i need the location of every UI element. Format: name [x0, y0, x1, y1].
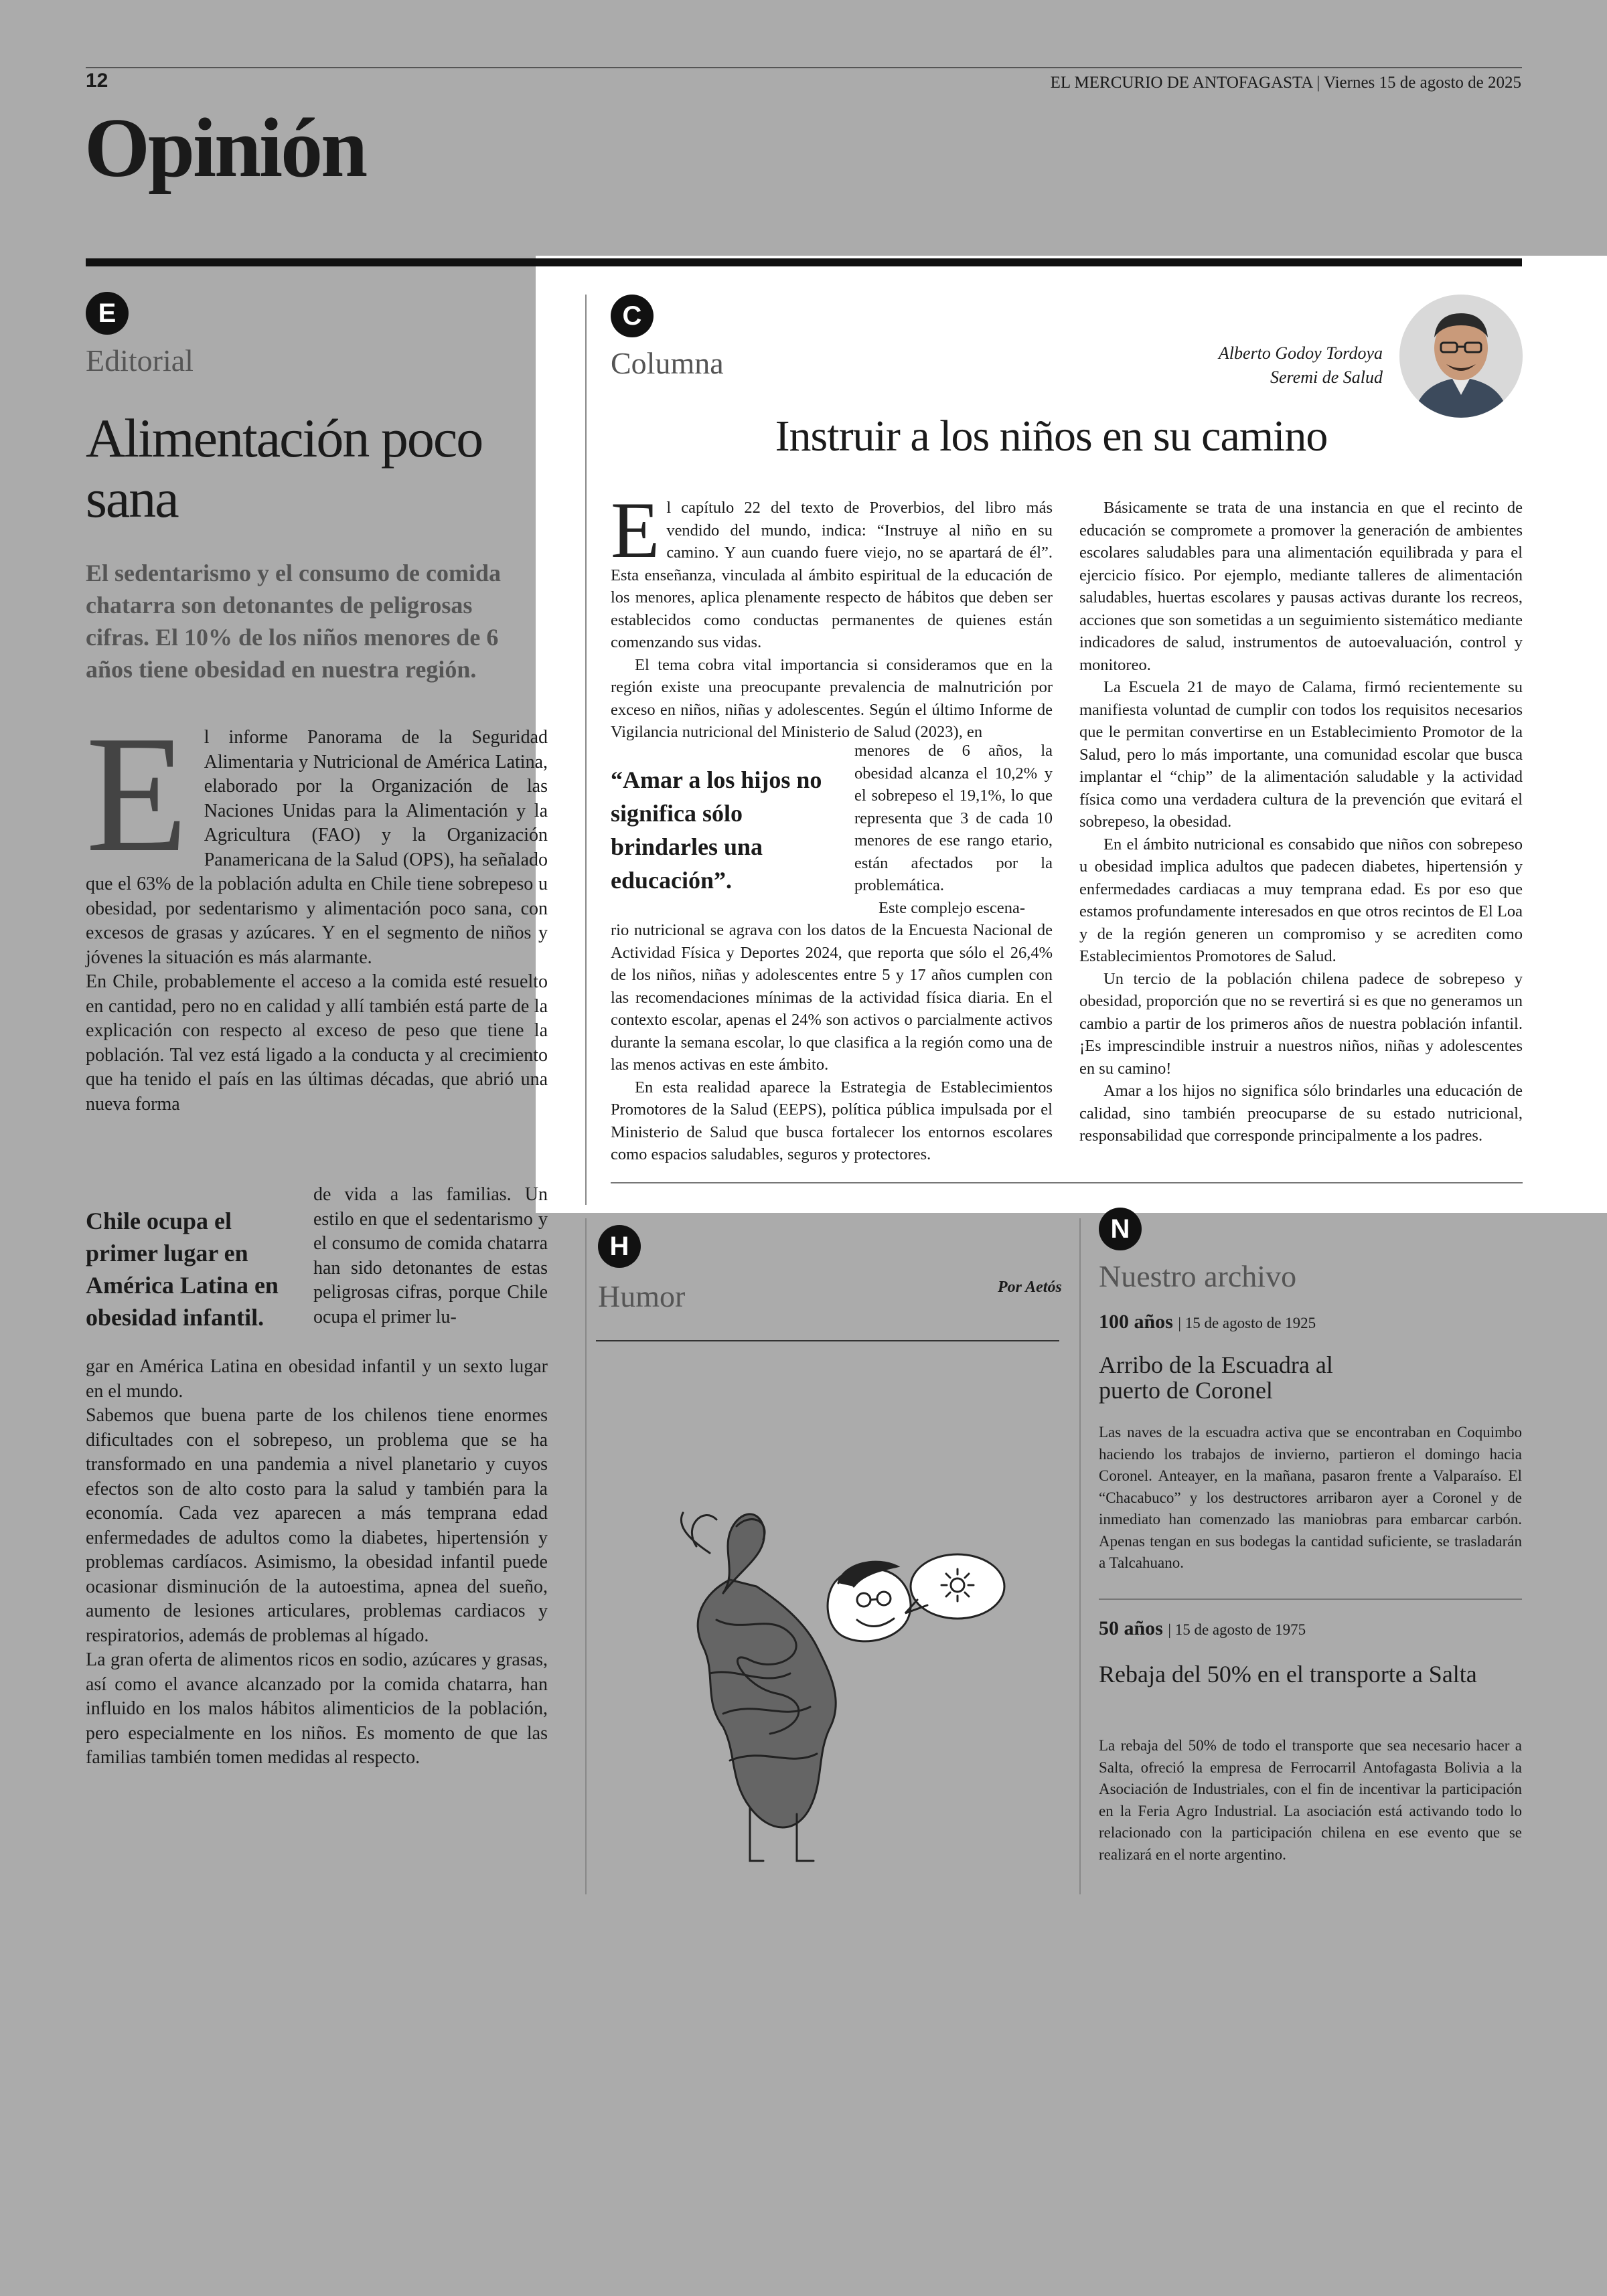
- author-name: Alberto Godoy Tordoya: [1218, 343, 1383, 363]
- editorial-title: Alimentación poco sana: [86, 408, 483, 529]
- editorial-pullquote: Chile ocupa el primer lugar en América Latina en obesidad infantil.: [86, 1208, 279, 1331]
- column-paragraph: El tema cobra vital importancia si consideramos que en la región existe una preocupante prevalencia de malnutrición por exceso en niños, niñas y adolescentes. Según el último Informe de Vigilancia nutricional del Ministerio de Salud (2023), en: [611, 655, 1053, 741]
- column-paragraph: En el ámbito nutricional es consabido que niños con sobrepeso u obesidad implica adultos que padecen diabetes, hipertensión y enfermedades cardiacas a muy temprana edad. Es por eso que estamos profundamente interesados en que otros recintos de El Loa y de la región generen un compromiso y se acrediten como Establecimientos Promotores de Salud.: [1079, 835, 1523, 965]
- column-paragraph: La Escuela 21 de mayo de Calama, firmó recientemente su manifiesta voluntad de cumplir con todos los requisitos necesarios que le permitan convertirse en un Establecimiento Promotor de la Salud, pero lo más importante, una comunidad escolar que busca implantar el “chip” de la alimentación saludable y la actividad física como una verdadera cultura de la prevención que evitará el sobrepeso, la obesidad.: [1079, 678, 1523, 831]
- archive-rule: [1099, 1598, 1522, 1600]
- archive-body: La rebaja del 50% de todo el transporte que sea necesario hacer a Salta, ofreció la empresa de Ferrocarril Antofagasta Bolivia a la Asociación de Industriales, con el fin de incentivar la participación en la Feria Agro Industrial. La asociación está activando todo lo relacionado con la participación chilena en ese evento que se realizará en el norte argentino.: [1099, 1737, 1522, 1863]
- editorial-paragraph: En Chile, probablemente el acceso a la comida esté resuelto en cantidad, pero no en calidad y allí también está parte de la explicación con respecto al exceso de peso que tiene la población. Tal vez está ligado a la conducta y al crecimiento que ha tenido el país en las últimas décadas, que abrió una nueva forma: [86, 971, 548, 1115]
- publication-date: Viernes 15 de agosto de 2025: [1324, 74, 1521, 92]
- editorial-paragraph: de vida a las familias. Un estilo en que el sedentarismo y el consumo de comida chatarra han sido detonantes de estas peligrosas cifras, porque Chile ocupa el primer lu-: [313, 1184, 548, 1327]
- editorial-paragraph: Sabemos que buena parte de los chilenos tiene enormes dificultades con el sobrepeso, un problema que se ha transformado en una pandemia a nivel planetario y cuyos efectos son de alto costo para la salud y también para la economía. Cada vez aparecen a más temprana edad enfermedades de adultos como la diabetes, hipertensión y problemas cardíacos. Asimismo, la obesidad infantil puede ocasionar disminución de la autoestima, apnea del sueño, aumento de lesiones articulares, problemas cardiacos y respiratorios, además de problemas al hígado.: [86, 1405, 548, 1646]
- editorial-kicker: Editorial: [86, 343, 194, 378]
- column-divider: [1079, 1218, 1081, 1894]
- column-paragraph: Este complejo escena-: [878, 898, 1026, 917]
- humor-kicker: Humor: [598, 1279, 686, 1313]
- column-pullquote: “Amar a los hijos no significa sólo brindarles una educación”.: [611, 766, 822, 894]
- column-paragraph: Básicamente se trata de una instancia en que el recinto de educación se compromete a promover la generación de ambientes escolares saludables para una alimentación equilibrada y para el ejercicio físico. Por ejemplo, mediante talleres de alimentación saludables, huertas escolares y pausas activas durante los recreos, acciones que son sometidas a un seguimiento sistemático mediante indicadores de salud, instrumentos de autoevaluación, control y monitoreo.: [1079, 499, 1523, 674]
- column-divider: [585, 295, 587, 1205]
- section-title: Opinión: [84, 102, 366, 195]
- editorial-body-wrap: [313, 1183, 548, 1329]
- editorial-dropcap: E: [86, 702, 188, 887]
- archive-date: 15 de agosto de 1925: [1184, 1315, 1316, 1331]
- column-paragraph: l capítulo 22 del texto de Proverbios, del libro más vendido del mundo, indica: “Instruye al niño en su camino. Y aun cuando fuere viejo, no se apartará de él”. Esta enseñanza, vinculada al ámbito espiritual de la educación de los menores, aplica plenamente respecto de hábitos que deben ser establecidos como conductas permanentes de quienes están comenzando sus vidas.: [611, 499, 1053, 651]
- archive-body: Las naves de la escuadra activa que se encontraban en Coquimbo haciendo los trabajos de invierno, partieron el domingo hacia Coronel. Anteayer, en la mañana, pasaron frente a Valparaíso. El “Chacabuco” y los destructores arribaron ayer a Coronel y de inmediato han comenzado las maniobras para embarcar carbón. Apenas tengan en sus bodegas la cantidad suficiente, se trasladarán a Talcahuano.: [1099, 1424, 1522, 1571]
- archive-item: [1099, 1617, 1522, 1866]
- section-rule: [86, 258, 1522, 266]
- column-dropcap: E: [611, 485, 660, 574]
- archive-title: Arribo de la Escuadra al puerto de Coronel: [1099, 1351, 1333, 1404]
- column-body-bottom: [611, 919, 1053, 1166]
- archive-item: [1099, 1311, 1522, 1574]
- editorial-body-top: [86, 702, 548, 1117]
- publication-info: EL MERCURIO DE ANTOFAGASTA | Viernes 15 de agosto de 2025: [1050, 74, 1521, 92]
- author-photo: [1399, 295, 1523, 418]
- editorial-badge: E: [86, 292, 129, 335]
- column-divider: [585, 1218, 587, 1894]
- column-badge: C: [611, 295, 654, 337]
- publication-name: EL MERCURIO DE ANTOFAGASTA: [1050, 74, 1312, 92]
- column-body-right: [1079, 497, 1523, 1147]
- editorial-paragraph: La gran oferta de alimentos ricos en sodio, azúcares y grasas, así como el avance alcanzado por la comida chatarra, han influido en los malos hábitos alimenticios de la población, pero especialmente en los niños. Es momento de que las familias también tomen medidas al respecto.: [86, 1649, 548, 1768]
- archive-years: 50 años: [1099, 1617, 1163, 1639]
- archive-kicker: Nuestro archivo: [1099, 1259, 1297, 1293]
- archive-date: 15 de agosto de 1975: [1174, 1621, 1306, 1638]
- column-body-top: [611, 485, 1053, 744]
- column-bottom-rule: [611, 1182, 1523, 1183]
- top-rule: [86, 67, 1522, 68]
- page-number: 12: [86, 70, 108, 92]
- archive-item-header: 50 años | 15 de agosto de 1975: [1099, 1617, 1306, 1639]
- column-kicker: Columna: [611, 346, 724, 380]
- archive-title: Rebaja del 50% en el transporte a Salta: [1099, 1661, 1477, 1688]
- column-body-wrap: [854, 740, 1053, 919]
- column-paragraph: Un tercio de la población chilena padece de sobrepeso y obesidad, proporción que no se revertirá si es que no generamos un cambio a partir de los primeros años de nuestra población infantil. ¡Es imprescindible instruir a nuestros niños, niñas y adolescentes en su camino!: [1079, 969, 1523, 1078]
- editorial-paragraph: l informe Panorama de la Seguridad Alimentaria y Nutricional de América Latina, elaborado por la Organización de las Naciones Unidas para la Alimentación y la Agricultura (FAO) y la Organización Panamericana de la Salud (OPS), ha señalado que el 63% de la población adulta en Chile tiene sobrepeso u obesidad, por sedentarismo y alimentación poco sana, con excesos de grasas y azúcares. Y en el segmento de niños y jóvenes la situación es más alarmante.: [86, 727, 548, 968]
- column-author: [1219, 341, 1383, 390]
- editorial-paragraph: gar en América Latina en obesidad infantil y un sexto lugar en el mundo.: [86, 1356, 548, 1402]
- author-role: Seremi de Salud: [1270, 367, 1383, 387]
- humor-rule: [596, 1340, 1059, 1341]
- editorial-body-bottom: [86, 1355, 548, 1771]
- column-paragraph: En esta realidad aparece la Estrategia de Establecimientos Promotores de la Salud (EEPS), política pública impulsada por el Ministerio de Salud que busca fortalecer los entornos escolares como espacios saludables, seguros y protectores.: [611, 1078, 1053, 1163]
- column-title: Instruir a los niños en su camino: [775, 412, 1328, 461]
- humor-byline: Por Aetós: [998, 1279, 1062, 1296]
- column-paragraph: rio nutricional se agrava con los datos de la Encuesta Nacional de Actividad Física y Deportes 2024, que reporta que sólo el 26,4% de los niños, niñas y adolescentes entre 5 y 17 años cumplen con las recomendaciones mínimas de la actividad física diaria. En el contexto escolar, apenas el 24% son activos o parcialmente activos durante la semana escolar, lo que clasifica a la región como una de las menos activas en este ámbito.: [611, 921, 1053, 1074]
- editorial-deck: El sedentarismo y el consumo de comida chatarra son detonantes de peligrosas cifras. El 10% de los niños menores de 6 años tiene obesidad en nuestra región.: [86, 560, 501, 683]
- archive-item-header: 100 años | 15 de agosto de 1925: [1099, 1311, 1316, 1333]
- archive-years: 100 años: [1099, 1311, 1173, 1333]
- humor-badge: H: [598, 1225, 641, 1268]
- archive-badge: N: [1099, 1208, 1142, 1250]
- humor-cartoon: [663, 1499, 1038, 1874]
- column-paragraph: Amar a los hijos no significa sólo brindarles una educación de calidad, sino también preocuparse de su estado nutricional, responsabilidad que corresponde principalmente a los padres.: [1079, 1082, 1523, 1145]
- column-paragraph: menores de 6 años, la obesidad alcanza el 10,2% y el sobrepeso el 19,1%, lo que representa que 3 de cada 10 menores de ese rango etario, están afectados por la problemática.: [854, 742, 1053, 894]
- author-avatar: [1399, 295, 1523, 418]
